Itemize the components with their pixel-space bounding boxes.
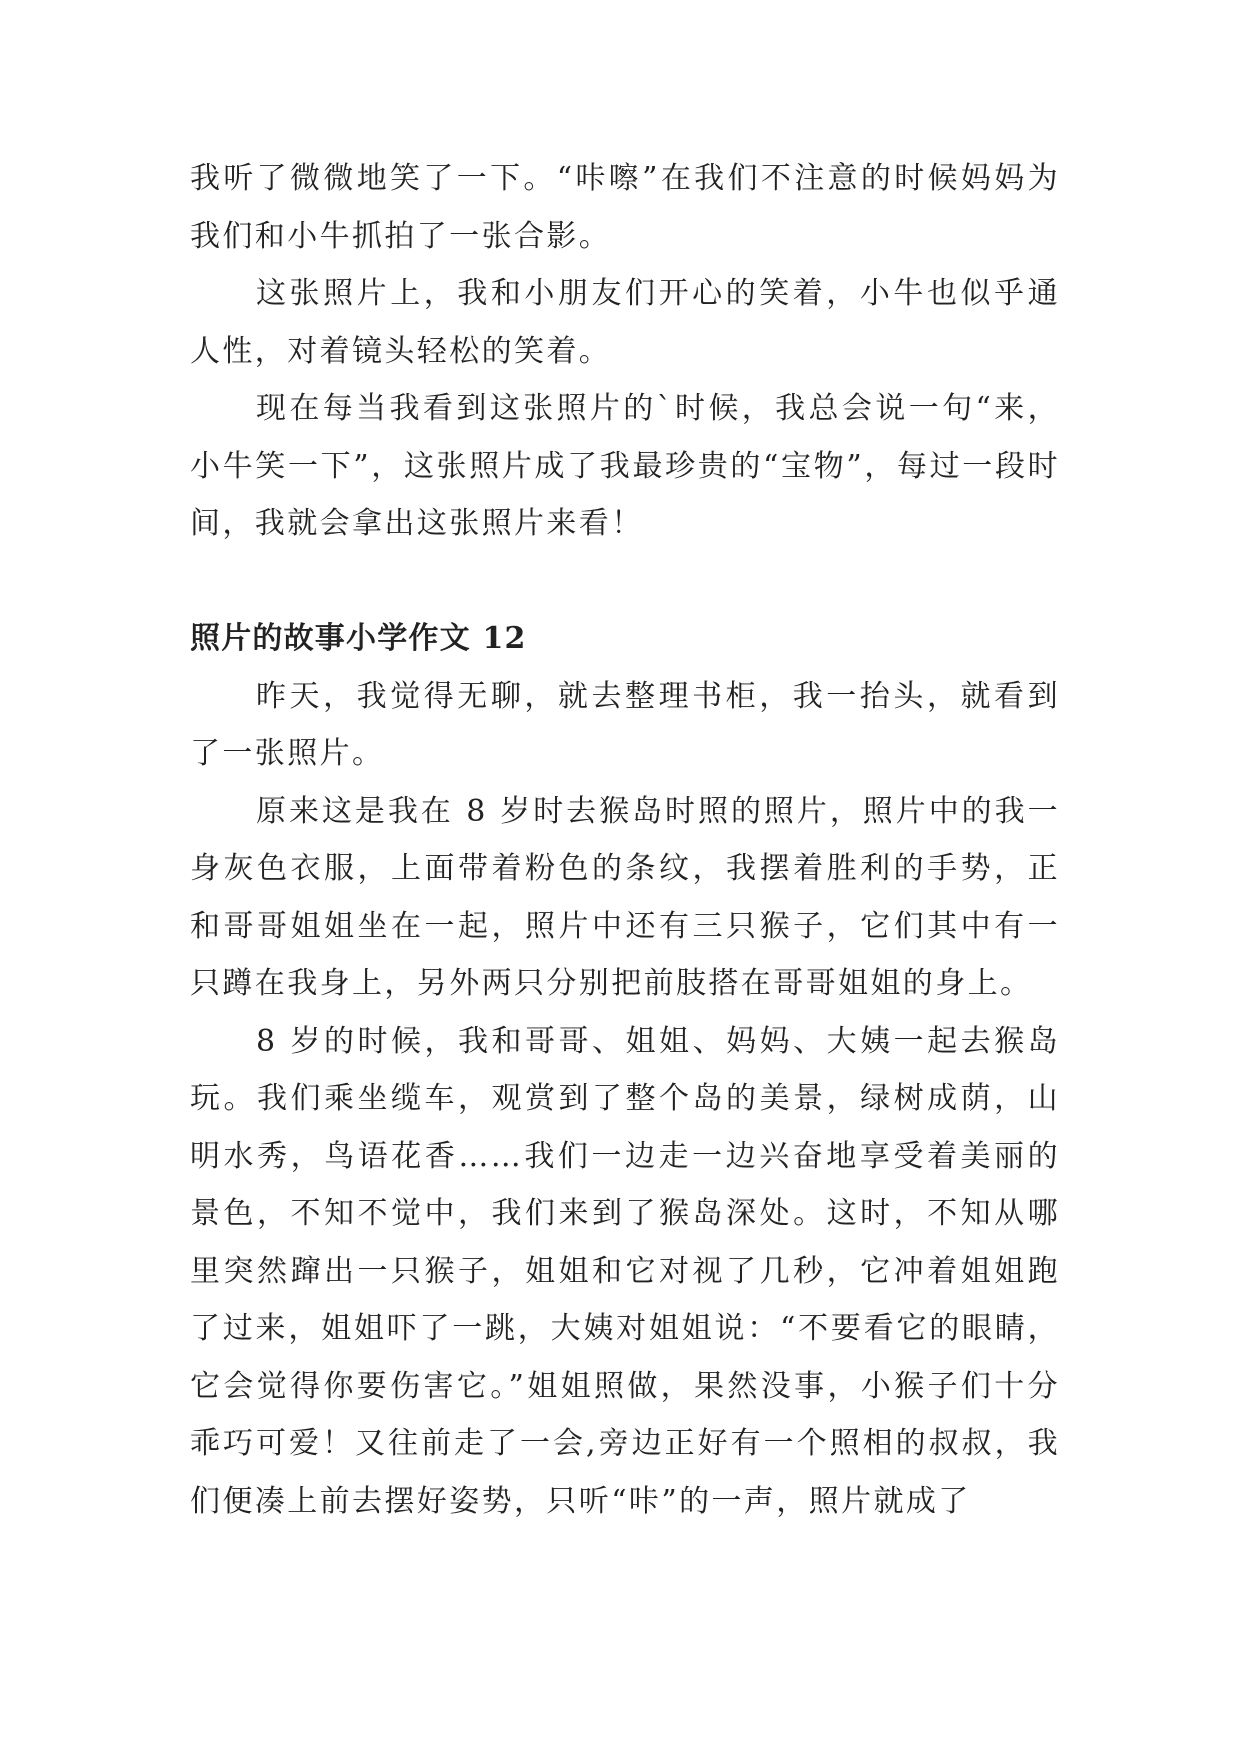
document-page bbox=[190, 150, 1060, 1530]
paragraph-1: 我听了微微地笑了一下。“咔嚓”在我们不注意的时候妈妈为我们和小牛抓拍了一张合影。 bbox=[190, 161, 1060, 254]
section-title: 照片的故事小学作文 12 bbox=[190, 621, 527, 656]
paragraph-6: 8 岁的时候，我和哥哥、姐姐、妈妈、大姨一起去猴岛玩。我们乘坐缆车，观赏到了整个岛的美景，绿树成荫，山明水秀，鸟语花香……我们一边走一边兴奋地享受着美丽的景色，不知不觉中，我们来到了猴岛深处。这时，不知从哪里突然蹿出一只猴子，姐姐和它对视了几秒，它冲着姐姐跑了过来，姐姐吓了一跳，大姨对姐姐说：“不要看它的眼睛，它会觉得你要伤害它。”姐姐照做，果然没事，小猴子们十分乖巧可爱！又往前走了一会,旁边正好有一个照相的叔叔，我们便凑上前去摆好姿势，只听“咔”的一声，照片就成了 bbox=[190, 1023, 1060, 1519]
paragraph-5: 原来这是我在 8 岁时去猴岛时照的照片，照片中的我一身灰色衣服，上面带着粉色的条纹，我摆着胜利的手势，正和哥哥姐姐坐在一起，照片中还有三只猴子，它们其中有一只蹲在我身上，另外两只分别把前肢搭在哥哥姐姐的身上。 bbox=[190, 793, 1060, 1001]
paragraph-3: 现在每当我看到这张照片的`时候，我总会说一句“来，小牛笑一下”，这张照片成了我最珍贵的“宝物”，每过一段时间，我就会拿出这张照片来看！ bbox=[190, 391, 1060, 541]
paragraph-2: 这张照片上，我和小朋友们开心的笑着，小牛也似乎通人性，对着镜头轻松的笑着。 bbox=[190, 276, 1060, 369]
paragraph-4: 昨天，我觉得无聊，就去整理书柜，我一抬头，就看到了一张照片。 bbox=[190, 678, 1060, 771]
